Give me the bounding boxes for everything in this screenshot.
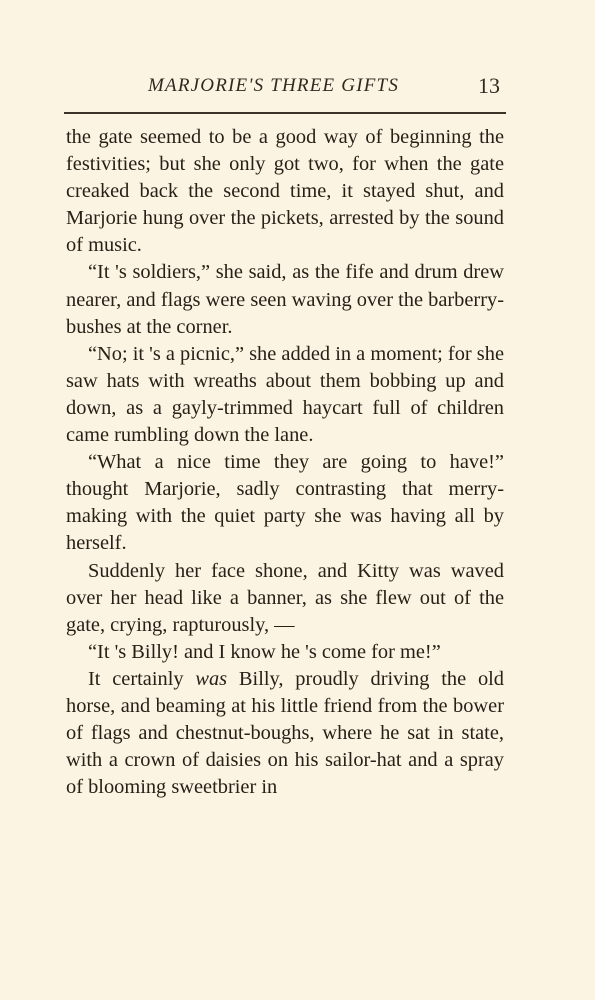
text-run: Billy, proudly driving the old horse, and beaming at his little friend from the bower of flags and chestnut-boughs, where he sat in state, with a crown of daisies on his sailor-hat and a spray of blooming sweetbrier in [66,667,504,799]
text-run: the gate seemed to be a good way of beginning the festivities; but she only got two, for when the gate creaked back the second time, it stayed shut, and Marjorie hung over the pickets, arrested by the sound of music. [66,126,504,257]
emphasis: was [195,667,228,690]
running-header [64,72,506,102]
text-run: “It 's Billy! and I know he 's come for me!” [88,640,441,663]
running-title: MARJORIE'S THREE GIFTS [148,75,400,96]
text-run: “No; it 's a picnic,” she added in a moment; for she saw hats with wreaths about them bobbing up and down, as a gayly-trimmed haycart full of children came rumbling down the lane. [66,342,504,447]
body-text [66,124,504,801]
text-run: Suddenly her face shone, and Kitty was waved over her head like a banner, as she flew out of the gate, crying, rapturously, — [66,559,504,636]
text-run: It certainly [88,667,196,690]
paragraph [66,449,504,557]
paragraph [66,639,504,666]
paragraph [66,341,504,449]
paragraph [66,558,504,639]
paragraph [66,666,504,801]
text-run: “It 's soldiers,” she said, as the fife and drum drew nearer, and flags were seen waving over the barberry-bushes at the corner. [66,261,504,338]
page-number: 13 [478,73,500,98]
header-rule [64,112,506,114]
text-run: “What a nice time they are going to have!” thought Marjorie, sadly contrasting that merry-making with the quiet party she was having all by herself. [66,451,504,555]
paragraph [66,124,504,259]
paragraph [66,259,504,340]
